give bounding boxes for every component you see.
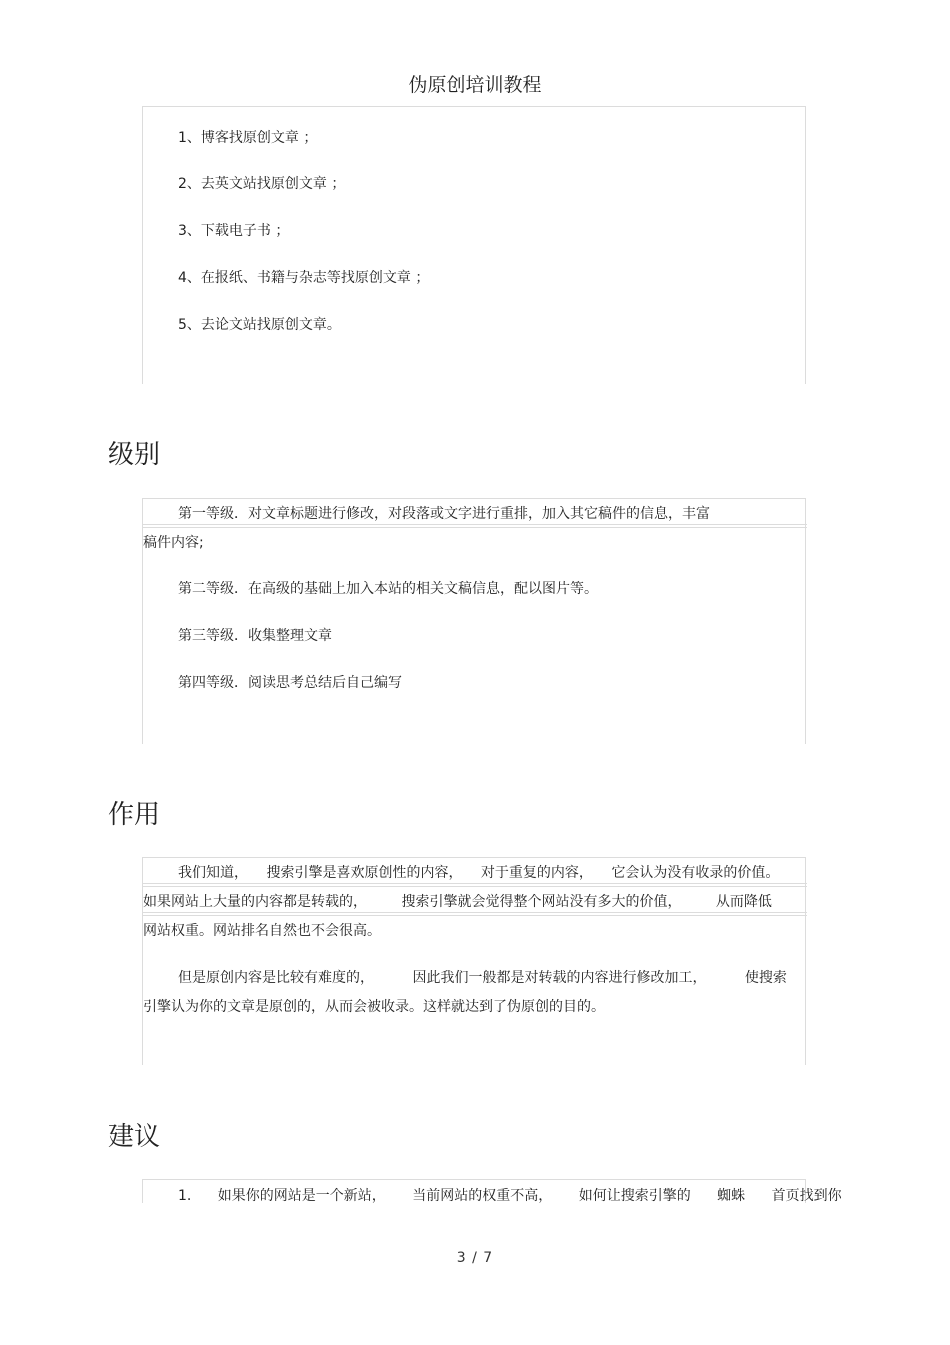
list-item: 2、去英文站找原创文章 ； xyxy=(178,176,346,192)
level-3-text: 第三等级．收集整理文章 xyxy=(178,628,332,644)
section-heading-purpose: 作用 xyxy=(108,800,161,830)
level-1-text: 第一等级．对文章标题进行修改，对段落或文字进行重排，加入其它稿件的信息，丰富 xyxy=(178,506,710,522)
page-number: 3 / 7 xyxy=(456,1250,494,1266)
purpose-box xyxy=(142,857,806,1065)
list-item: 5、去论文站找原创文章。 xyxy=(178,317,341,333)
purpose-paragraph-1-line-2: 如果网站上大量的内容都是转载的， 搜索引擎就会觉得整个网站没有多大的价值， 从而降低 xyxy=(143,894,772,910)
level-4-text: 第四等级．阅读思考总结后自己编写 xyxy=(178,675,402,691)
purpose-paragraph-1-line-1: 我们知道， 搜索引擎是喜欢原创性的内容， 对于重复的内容， 它会认为没有收录的价值。 xyxy=(178,865,780,881)
list-item: 1、博客找原创文章 ； xyxy=(178,130,318,146)
purpose-paragraph-2-line-2: 引擎认为你的文章是原创的，从而会被收录。这样就达到了伪原创的目的。 xyxy=(143,999,605,1015)
divider xyxy=(143,912,807,913)
list-item: 4、在报纸、书籍与杂志等找原创文章 ； xyxy=(178,270,430,286)
divider xyxy=(143,915,807,916)
level-1-text-continued: 稿件内容; xyxy=(143,535,204,551)
purpose-paragraph-1-line-3: 网站权重。网站排名自然也不会很高。 xyxy=(143,923,381,939)
section-heading-levels: 级别 xyxy=(108,440,161,470)
list-item: 3、下载电子书 ； xyxy=(178,223,290,239)
divider xyxy=(143,524,807,525)
section-heading-advice: 建议 xyxy=(108,1122,161,1152)
advice-box xyxy=(142,1179,842,1204)
divider xyxy=(143,886,807,887)
level-2-text: 第二等级．在高级的基础上加入本站的相关文稿信息，配以图片等。 xyxy=(178,581,598,597)
divider xyxy=(143,883,807,884)
purpose-paragraph-2-line-1: 但是原创内容是比较有难度的， 因此我们一般都是对转载的内容进行修改加工， 使搜索 xyxy=(178,970,787,986)
document-title: 伪原创培训教程 xyxy=(408,74,542,96)
sources-box xyxy=(142,106,806,384)
divider xyxy=(143,527,807,528)
levels-box xyxy=(142,498,806,744)
advice-line-1: 1. 如果你的网站是一个新站， 当前网站的权重不高， 如何让搜索引擎的 蜘蛛 首页找到你 xyxy=(178,1188,842,1204)
